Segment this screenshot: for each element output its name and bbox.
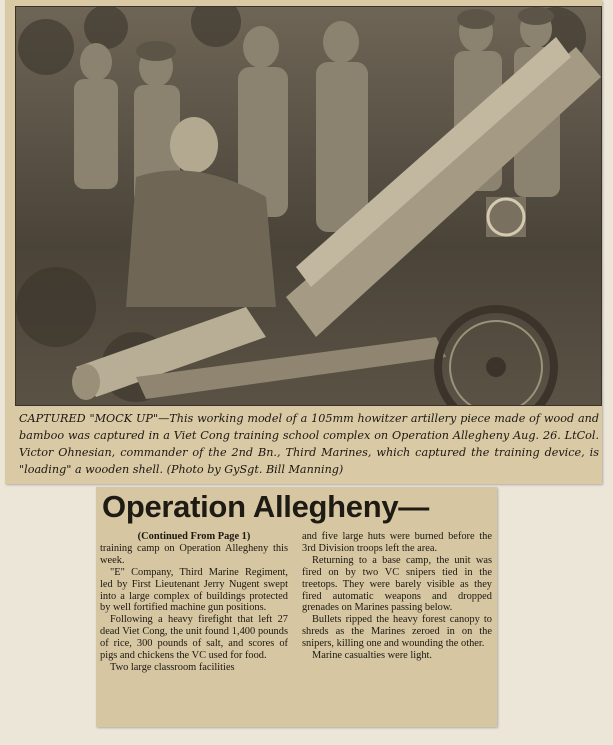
article-paragraph: Marine casualties were light. bbox=[312, 650, 433, 662]
article-clipping bbox=[96, 487, 497, 727]
article-column-right bbox=[302, 531, 492, 725]
article-paragraph: Following a heavy firefight that left 27 dead Viet Cong, the unit found 1,400 pounds of rice, 300 pounds of salt, and scores of pigs and chickens the VC used for food. bbox=[100, 614, 288, 662]
article-paragraph: Returning to a base camp, the unit was fired on by two VC snipers tied in the treetops. They were barely visible as they fired automatic weapons and dropped grenades on Marines passing below. bbox=[302, 554, 492, 614]
article-paragraph: "E" Company, Third Marine Regiment, led by First Lieutenant Jerry Nugent swept into a large complex of buildings protected by well fortified machine gun positions. bbox=[100, 566, 288, 614]
photo-caption: CAPTURED "MOCK UP"—This working model of a 105mm howitzer artillery piece made of wood and bamboo was captured in a Viet Cong training school complex on Operation Allegheny Aug. 26. LtCol. Victor Ohnesian, commander of the 2nd Bn., Third Marines, which captured the training device, is "loading" a wooden shell. (Photo by GySgt. Bill Manning) bbox=[19, 412, 599, 476]
article-paragraph: Bullets ripped the heavy forest canopy to shreds as the Marines zeroed in on the snipers, killing one and wounding the other. bbox=[302, 614, 492, 650]
photo-image bbox=[16, 7, 601, 405]
article-paragraph: Two large classroom facilities bbox=[110, 661, 235, 673]
article-paragraph: and five large huts were burned before the 3rd Division troops left the area. bbox=[302, 531, 492, 554]
howitzer-photo bbox=[15, 6, 602, 406]
continued-label: (Continued From Page 1) bbox=[137, 531, 251, 542]
article-column-left bbox=[100, 531, 288, 725]
photo-clipping bbox=[5, 0, 602, 484]
article-headline: Operation Allegheny— bbox=[102, 489, 430, 524]
article-paragraph: training camp on Operation Allegheny this week. bbox=[100, 542, 288, 566]
